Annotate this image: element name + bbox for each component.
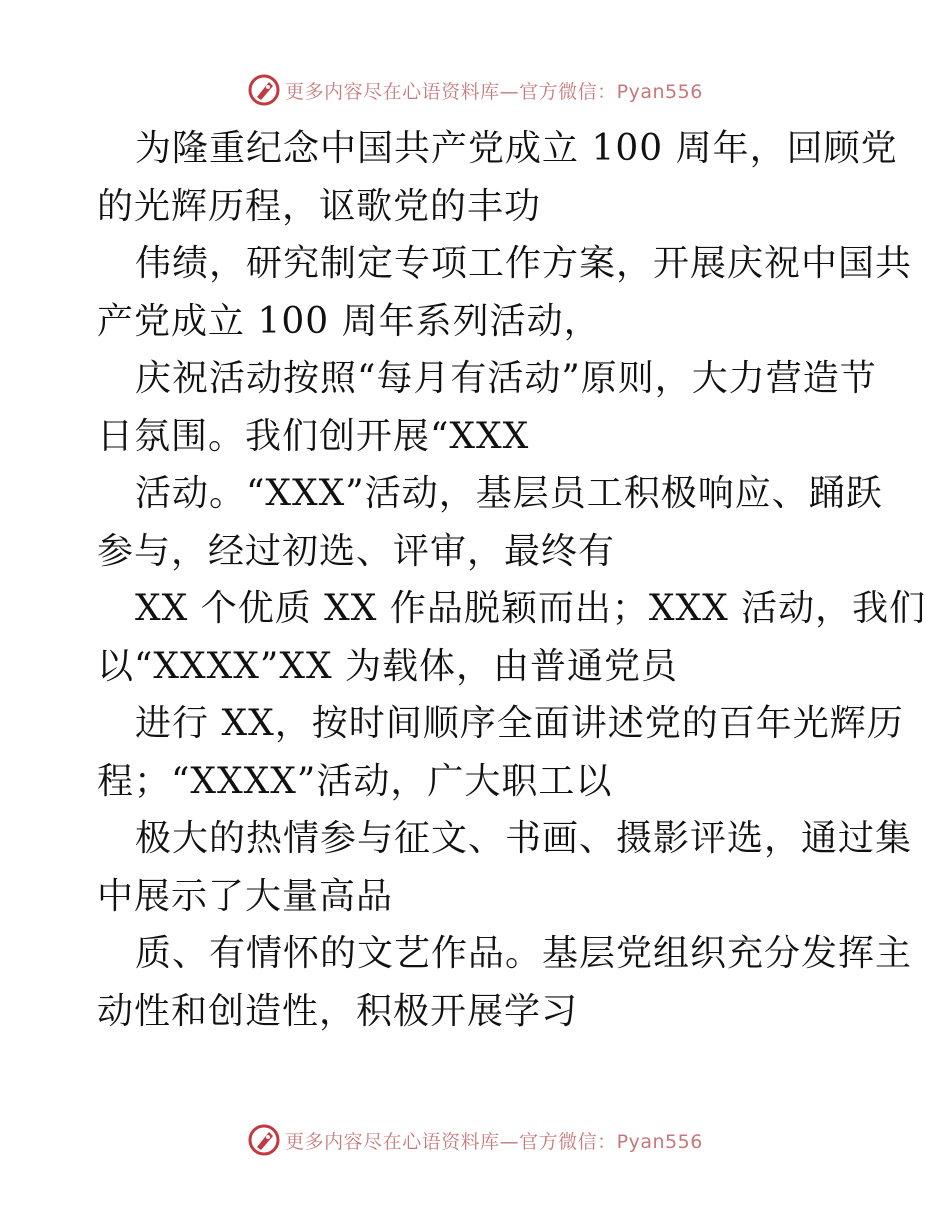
text-line: 程；“XXXX”活动，广大职工以: [97, 760, 613, 802]
text-line: 活动。“XXX”活动，基层员工积极响应、踊跃: [135, 473, 883, 514]
text-line: 伟绩，研究制定专项工作方案，开展庆祝中国共: [135, 243, 913, 284]
text-line: 进行 XX，按时间顺序全面讲述党的百年光辉历: [135, 703, 904, 744]
paragraph: [97, 925, 913, 1040]
pen-nib-logo-icon: [247, 73, 281, 107]
footer-banner: [0, 1120, 950, 1160]
paragraph: [97, 580, 927, 695]
text-line: 日氛围。我们创开展“XXX: [97, 415, 530, 457]
paragraph: [97, 695, 904, 810]
document-body: [97, 120, 927, 1040]
text-line: 动性和创造性，积极开展学习: [97, 990, 579, 1032]
paragraph: [97, 350, 877, 465]
text-line: 的光辉历程，讴歌党的丰功: [97, 185, 542, 227]
pen-nib-logo-icon: [247, 1123, 281, 1157]
text-line: 以“XXXX”XX 为载体，由普通党员: [97, 645, 679, 687]
paragraph: [97, 465, 883, 580]
text-line: XX 个优质 XX 作品脱颖而出；XXX 活动，我们: [135, 588, 927, 629]
header-banner: [0, 70, 950, 110]
text-line: 质、有情怀的文艺作品。基层党组织充分发挥主: [135, 933, 913, 974]
paragraph: [97, 120, 898, 235]
text-line: 参与，经过初选、评审，最终有: [97, 530, 616, 572]
paragraph: [97, 235, 913, 350]
text-line: 庆祝活动按照“每月有活动”原则，大力营造节: [135, 358, 877, 399]
text-line: 产党成立 100 周年系列活动，: [97, 300, 601, 342]
text-line: 极大的热情参与征文、书画、摄影评选，通过集: [135, 818, 913, 859]
text-line: 为隆重纪念中国共产党成立 100 周年，回顾党: [135, 128, 898, 169]
banner-text: 更多内容尽在心语资料库—官方微信：Pyan556: [285, 80, 703, 103]
paragraph: [97, 810, 913, 925]
text-line: 中展示了大量高品: [97, 875, 394, 917]
banner-text: 更多内容尽在心语资料库—官方微信：Pyan556: [285, 1130, 703, 1153]
